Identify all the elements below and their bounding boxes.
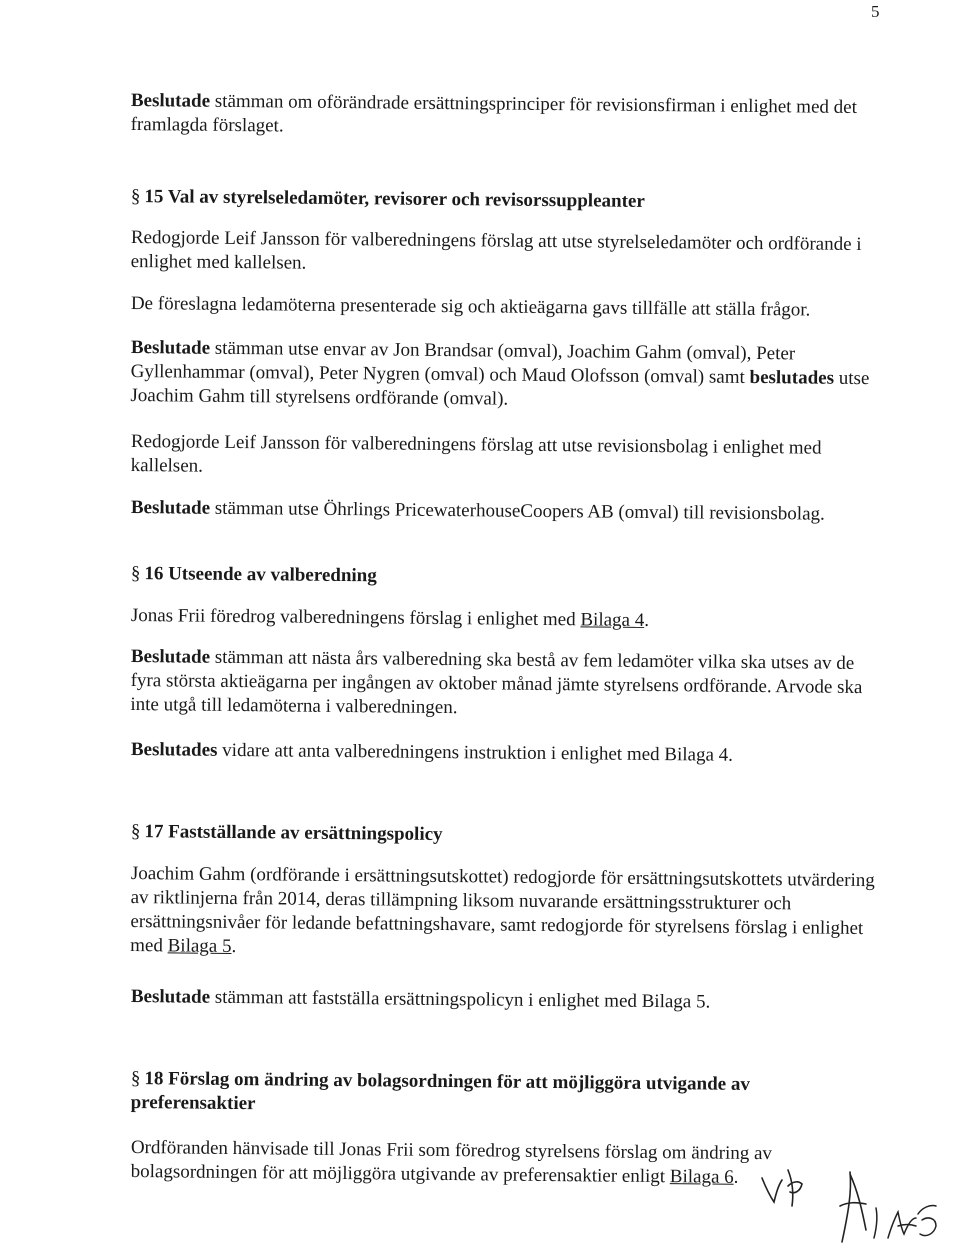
section-16-paragraph-3 (131, 738, 876, 769)
heading-text: 15 Val av styrelseledamöter, revisorer och revisorssuppleanter (144, 186, 645, 212)
paragraph-text: Jonas Frii föredrog valberedningens förslag i enlighet med (130, 604, 581, 631)
section-15-paragraph-1 (131, 226, 876, 281)
section-17-paragraph-2 (131, 985, 876, 1016)
section-symbol: § (130, 820, 141, 843)
paragraph-text: vidare att anta valberedningens instruktion i enlighet med Bilaga 4. (217, 739, 734, 766)
section-15-paragraph-2 (131, 292, 876, 323)
paragraph-text: . (733, 1166, 739, 1188)
initials-signature-1 (758, 1162, 808, 1210)
page-number: 5 (871, 2, 880, 21)
section-symbol: § (130, 562, 141, 585)
section-17-paragraph-1 (130, 862, 876, 965)
decision-lead: Beslutade (130, 496, 211, 519)
paragraph-text: Redogjorde Leif Jansson för valberedningens förslag att utse styrelseledamöter och ordförande i enlighet med kallelsen. (130, 226, 862, 274)
section-15-paragraph-3 (130, 336, 876, 415)
paragraph-text: Joachim Gahm (ordförande i ersättningsutskottet) redogjorde för ersättningsutskottets utvärdering av riktlinjerna från 2014, deras tillämpning liksom nuvarande ersättningsstrukturer och ersättningsnivåer för ledande befattningshavare, samt redogjorde för styrelsens förslag i enlighet med (130, 862, 875, 957)
paragraph-text: stämman att fastställa ersättningspolicyn i enlighet med Bilaga 5. (209, 986, 711, 1013)
paragraph-text: . (231, 935, 237, 958)
initials-signature-2 (832, 1168, 952, 1246)
section-18-heading (131, 1067, 876, 1122)
paragraph-text: De föreslagna ledamöterna presenterade sig och aktieägarna gavs tillfälle att ställa frågor. (130, 292, 811, 321)
decision-lead: Beslutade (130, 336, 211, 359)
paragraph-text: stämman om oförändrade ersättningsprinciper för revisionsfirman i enlighet med det framlagda förslaget. (130, 90, 858, 137)
attachment-link[interactable]: Bilaga 4 (580, 609, 645, 631)
heading-text: 17 Fastställande av ersättningspolicy (144, 821, 443, 845)
section-15-paragraph-4 (131, 430, 876, 485)
paragraph (131, 89, 876, 144)
section-16-paragraph-1 (131, 604, 876, 635)
paragraph-text: stämman utse envar av Jon Brandsar (omval), Joachim Gahm (omval), Peter Gyllenhammar (omval), Peter Nygren (omval) och Maud Olofsson (omval) samt (130, 337, 796, 388)
decision-lead: Beslutade (130, 985, 211, 1008)
section-symbol: § (130, 1068, 141, 1090)
paragraph-text: Redogjorde Leif Jansson för valberedningens förslag att utse revisionsbolag i enlighet med kallelsen. (130, 430, 822, 477)
heading-text: 16 Utseende av valberedning (144, 563, 377, 587)
section-16-paragraph-2 (130, 645, 876, 724)
decision-lead: Beslutades (130, 738, 218, 761)
paragraph-text: utse Joachim Gahm till styrelsens ordförande (omval). (130, 367, 870, 410)
section-symbol: § (130, 185, 141, 208)
paragraph-text: . (644, 609, 650, 631)
paragraph-text: stämman utse Öhrlings PricewaterhouseCoopers AB (omval) till revisionsbolag. (209, 497, 825, 525)
paragraph-text: stämman att nästa års valberedning ska bestå av fem ledamöter vilka ska utses av de fyra största aktieägarna per ingången av oktober månad jämte styrelsens ordförande. Arvode ska inte utgå till ledamöterna i valberedningen. (130, 646, 863, 719)
attachment-link[interactable]: Bilaga 6 (669, 1166, 734, 1188)
decision-revision-fees (131, 89, 876, 144)
heading-text: 18 Förslag om ändring av bolagsordningen för att möjliggöra utvigande av preferensaktier (130, 1068, 751, 1115)
section-15-heading (131, 185, 876, 216)
decision-lead: Beslutade (130, 89, 211, 112)
section-16-heading (131, 562, 876, 593)
section-17-heading (131, 820, 876, 851)
attachment-link[interactable]: Bilaga 5 (167, 935, 232, 957)
section-15-paragraph-5 (131, 496, 876, 527)
decision-lead: beslutades (749, 366, 835, 389)
decision-lead: Beslutade (130, 645, 211, 668)
paragraph-text: Ordföranden hänvisade till Jonas Frii som föredrog styrelsens förslag om ändring av bolagsordningen för att möjliggöra utgivande av preferensaktier enligt (130, 1137, 773, 1188)
